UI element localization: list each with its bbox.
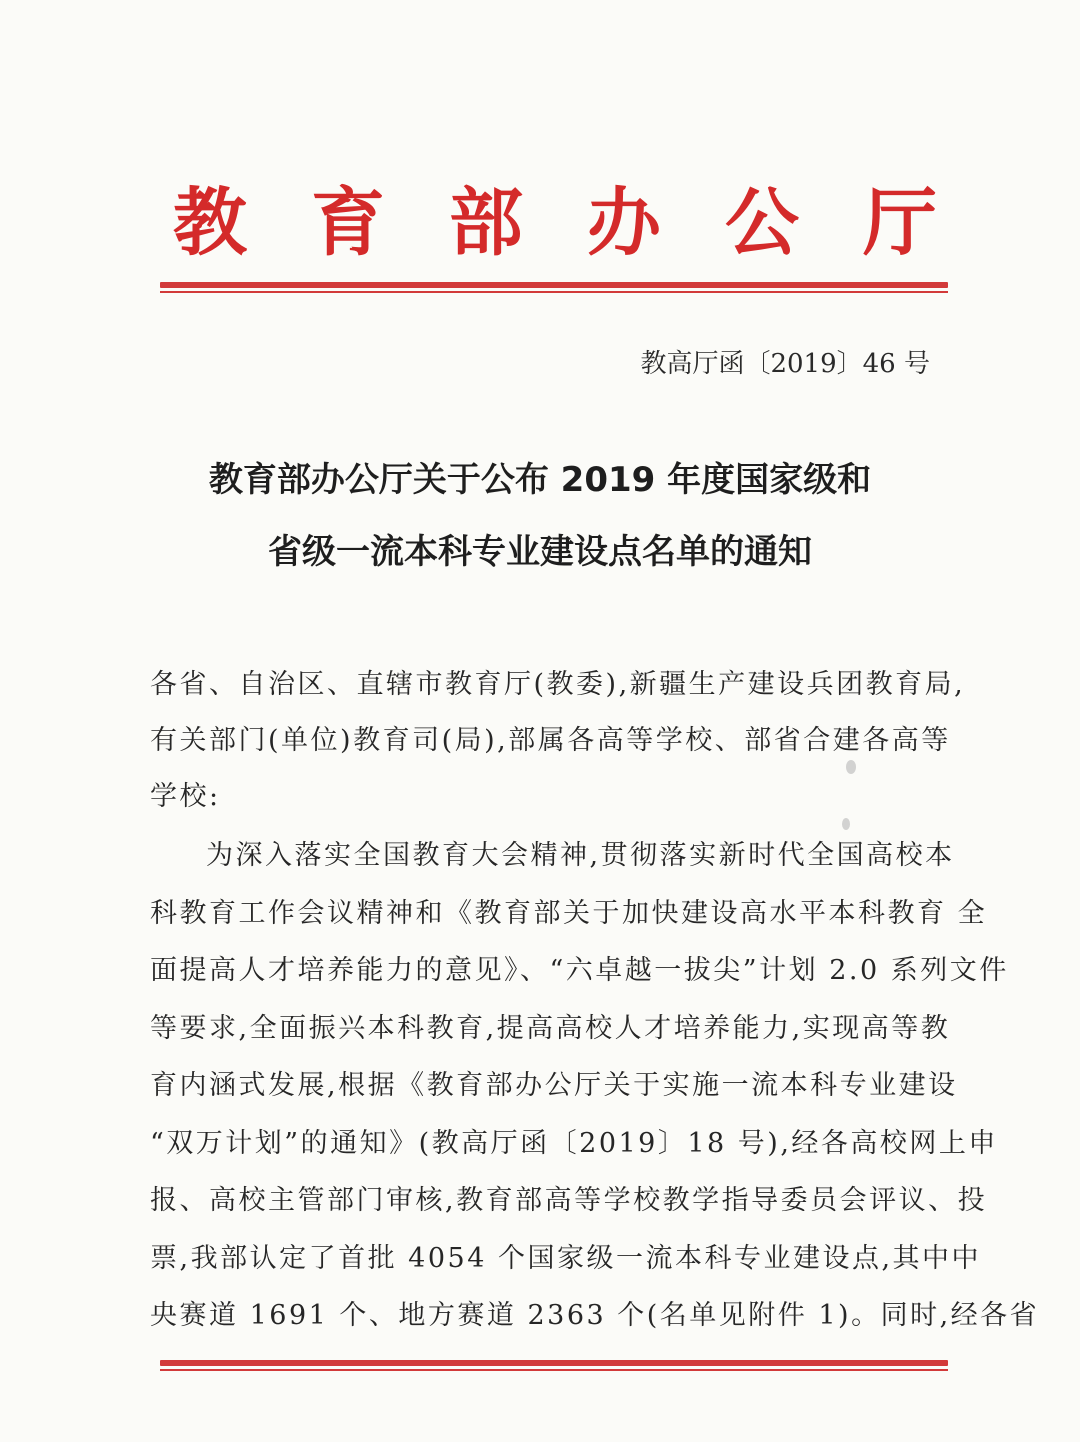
body-line: 面提高人才培养能力的意见》、“六卓越一拔尖”计划 2.0 系列文件 [150,955,1009,986]
document-title-line-1: 教育部办公厅关于公布 2019 年度国家级和 [208,460,872,500]
scan-speck [842,818,850,830]
masthead-char: 公 [725,180,799,266]
body-line: 票,我部认定了首批 4054 个国家级一流本科专业建设点,其中中 [150,1243,982,1274]
masthead-char: 部 [449,180,523,266]
document-title-line-2: 省级一流本科专业建设点名单的通知 [268,532,812,572]
masthead-char: 育 [311,180,385,266]
body-line: 为深入落实全国教育大会精神,贯彻落实新时代全国高校本 [206,840,955,871]
salutation-line: 有关部门(单位)教育司(局),部属各高等学校、部省合建各高等 [150,725,951,756]
body-line: 科教育工作会议精神和《教育部关于加快建设高水平本科教育 全 [150,898,988,929]
body-line: 育内涵式发展,根据《教育部办公厅关于实施一流本科专业建设 [150,1070,958,1101]
masthead [160,178,950,268]
salutation-line: 学校: [150,781,221,812]
scan-speck [846,760,856,774]
body-line: 等要求,全面振兴本科教育,提高高校人才培养能力,实现高等教 [150,1013,951,1044]
document-number: 教高厅函〔2019〕46 号 [640,349,930,379]
footer-divider [160,1360,948,1371]
body-line: 央赛道 1691 个、地方赛道 2363 个(名单见附件 1)。同时,经各省 [150,1300,1040,1331]
masthead-char: 办 [587,180,661,266]
body-line: “双万计划”的通知》(教高厅函〔2019〕18 号),经各高校网上申 [150,1128,998,1159]
masthead-char: 厅 [863,180,937,266]
masthead-divider [160,282,948,293]
body-line: 报、高校主管部门审核,教育部高等学校教学指导委员会评议、投 [150,1185,988,1216]
masthead-char: 教 [173,180,247,266]
salutation-line: 各省、自治区、直辖市教育厅(教委),新疆生产建设兵团教育局, [150,669,966,700]
